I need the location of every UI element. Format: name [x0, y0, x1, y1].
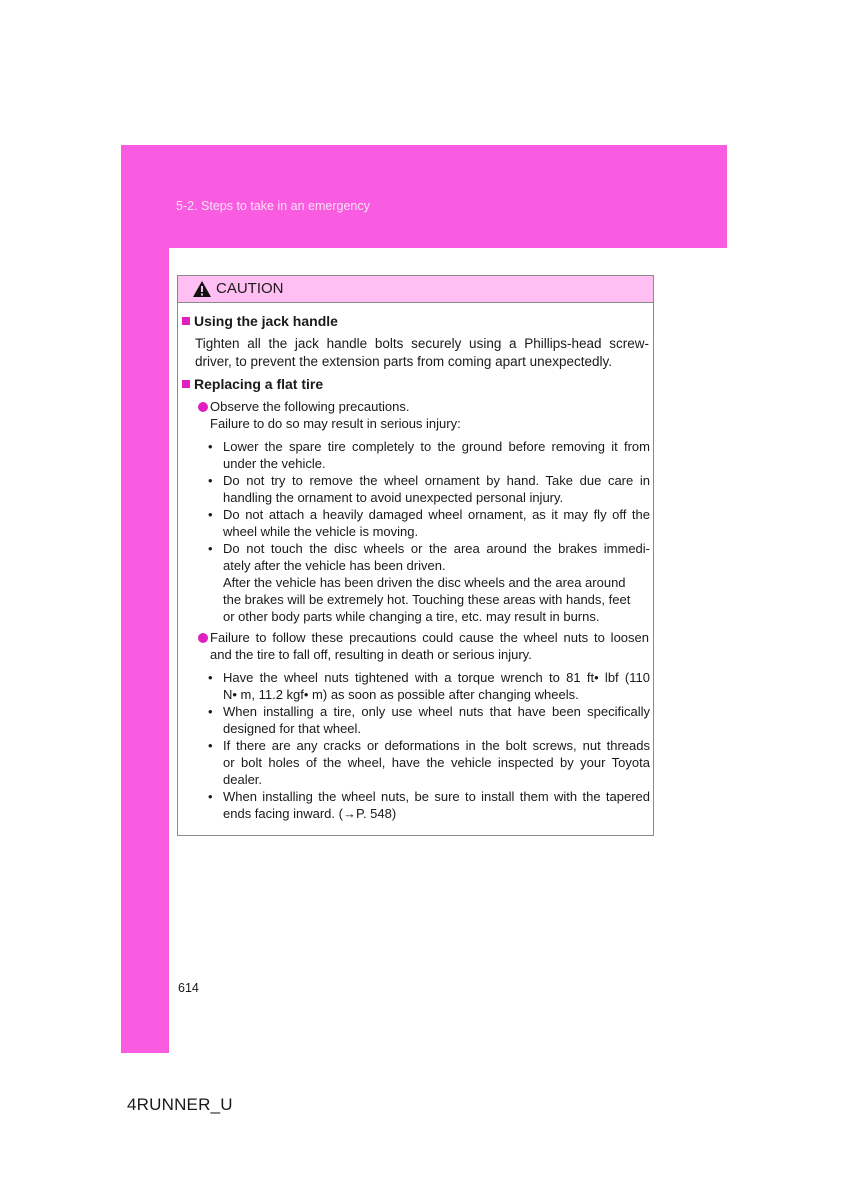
subheading-jack: Using the jack handle: [182, 313, 338, 331]
list-item: • If there are any cracks or deformations in the bolt screws, nut threads or bolt holes of the wheel, have the vehicle inspected by your Toyota dealer.: [208, 738, 650, 787]
list-item: • Lower the spare tire completely to the ground before removing it from under the vehicle.: [208, 439, 650, 471]
caution-box: [177, 275, 654, 836]
circle-bullet-icon: [198, 402, 208, 412]
circle-bullet-icon: [198, 633, 208, 643]
chapter-header-band: [121, 145, 727, 248]
precaution-intro: Observe the following precautions. Failure to do so may result in serious injury:: [198, 398, 649, 432]
list-item: • Do not touch the disc wheels or the area around the brakes immedi- ately after the vehicle has been driven. After the vehicle has been driven the disc wheels and the area around the brakes will be extremely hot. Touching these areas with hands, feet or other body parts while changing a tire, etc. may result in burns.: [208, 541, 650, 624]
section-label: 5-2. Steps to take in an emergency: [176, 199, 370, 213]
list-item: • When installing a tire, only use wheel nuts that have been specifically designed for that wheel.: [208, 704, 650, 736]
side-tab-band: [121, 248, 169, 1053]
page-reference-link: ends facing inward. (→P. 548): [223, 806, 397, 821]
precaution-warning: Failure to follow these precautions could cause the wheel nuts to loosen and the tire to fall off, resulting in death or serious injury.: [198, 629, 649, 663]
list-item: • Do not try to remove the wheel ornament by hand. Take due care in handling the ornament to avoid unexpected personal injury.: [208, 473, 650, 505]
subheading-flat-tire: Replacing a flat tire: [182, 376, 323, 394]
list-item: • Have the wheel nuts tightened with a torque wrench to 81 ft• lbf (110 N• m, 11.2 kgf• m) as soon as possible after changing wheels.: [208, 670, 650, 702]
square-bullet-icon: [182, 380, 190, 388]
footer-model-code: 4RUNNER_U: [127, 1095, 233, 1114]
warning-triangle-icon: [192, 280, 212, 298]
page-number: 614: [178, 981, 199, 995]
square-bullet-icon: [182, 317, 190, 325]
list-item: • When installing the wheel nuts, be sure to install them with the tapered ends facing inward. (→P. 548): [208, 789, 650, 821]
caution-title: CAUTION: [216, 280, 284, 297]
caution-header: [178, 276, 653, 303]
list-item: • Do not attach a heavily damaged wheel ornament, as it may fly off the wheel while the vehicle is moving.: [208, 507, 650, 539]
paragraph-jack: Tighten all the jack handle bolts securely using a Phillips-head screw- driver, to prevent the extension parts from coming apart unexpectedly.: [195, 336, 649, 369]
